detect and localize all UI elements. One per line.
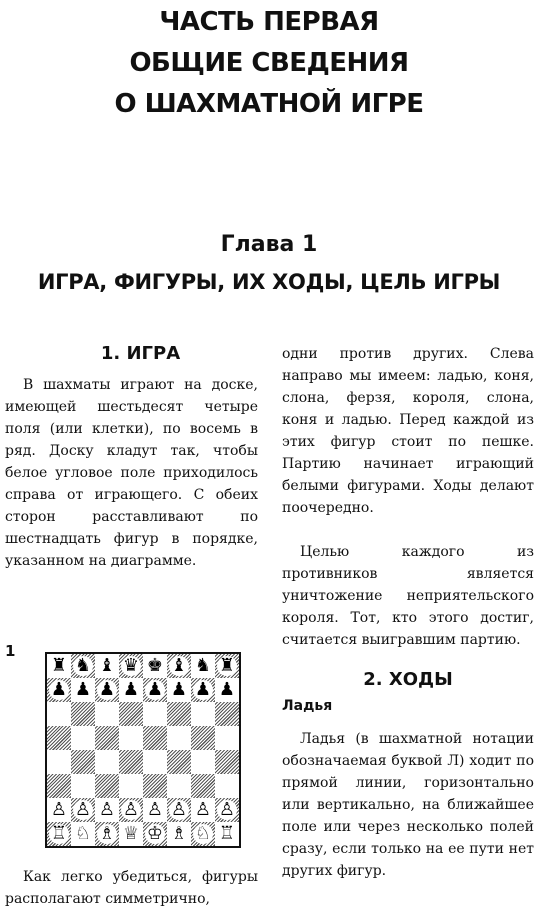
board-square	[71, 822, 95, 846]
board-square	[191, 726, 215, 750]
section-heading-game: 1. ИГРА	[100, 343, 181, 364]
board-square	[71, 702, 95, 726]
board-square	[215, 822, 239, 846]
paragraph: Как легко убедиться, фигуры располагают симметрично,	[5, 869, 258, 907]
paragraph: одни против других. Слева направо мы имеем: ладью, коня, слона, ферзя, короля, слона, коня и ладью. Перед каждой из этих фигур стоит по пешке. Партию начинает играющий белыми фигурами. Ходы делают поочередно.	[282, 346, 534, 516]
board-square	[47, 654, 71, 678]
board-square	[47, 678, 71, 702]
board-square	[215, 726, 239, 750]
board-square	[47, 798, 71, 822]
board-square	[119, 726, 143, 750]
board-square	[119, 702, 143, 726]
chess-piece-icon: ♕	[122, 823, 140, 844]
board-square	[71, 726, 95, 750]
board-square	[143, 654, 167, 678]
chess-piece-icon: ♞	[74, 655, 92, 676]
board-square	[95, 678, 119, 702]
board-square	[215, 654, 239, 678]
board-square	[95, 798, 119, 822]
paragraph: Целью каждого из противников является уничтожение неприятельского короля. Тот, кто этого достиг, считается выигравшим партию.	[282, 544, 534, 648]
chess-piece-icon: ♟	[218, 679, 236, 700]
board-square	[167, 678, 191, 702]
chess-piece-icon: ♝	[170, 655, 188, 676]
board-square	[119, 822, 143, 846]
left-column	[5, 343, 258, 572]
chess-piece-icon: ♟	[146, 679, 164, 700]
chess-piece-icon: ♟	[194, 679, 212, 700]
board-square	[215, 678, 239, 702]
chess-piece-icon: ♖	[218, 823, 236, 844]
part-title-line: О ШАХМАТНОЙ ИГРЕ	[114, 89, 424, 119]
chess-piece-icon: ♜	[218, 655, 236, 676]
chess-piece-icon: ♟	[98, 679, 116, 700]
board-square	[167, 750, 191, 774]
board-square	[215, 702, 239, 726]
board-square	[143, 774, 167, 798]
board-square	[215, 750, 239, 774]
paragraph: Ладья (в шахматной нотации обозначаемая буквой Л) ходит по прямой линии, горизонтально или вертикально, на ближайшее поле или через несколько полей сразу, если только на ее пути нет других фигур.	[282, 731, 534, 879]
board-square	[215, 798, 239, 822]
paragraph: В шахматы играют на доске, имеющей шестьдесят четыре поля (или клетки), по восемь в ряд. Доску кладут так, чтобы белое угловое поле приходилось справа от играющего. С обеих сторон расставливают по шестнадцать фигур в порядке, указанном на диаграмме.	[5, 377, 258, 569]
chess-piece-icon: ♙	[74, 799, 92, 820]
chess-piece-icon: ♟	[170, 679, 188, 700]
board-square	[95, 750, 119, 774]
part-title	[0, 2, 538, 125]
board-square	[191, 702, 215, 726]
board-square	[95, 774, 119, 798]
chess-piece-icon: ♟	[122, 679, 140, 700]
chess-piece-icon: ♙	[170, 799, 188, 820]
board-square	[71, 774, 95, 798]
right-column	[282, 343, 534, 882]
board-square	[191, 822, 215, 846]
board-square	[143, 750, 167, 774]
board-square	[191, 678, 215, 702]
chapter-number: Глава 1	[220, 232, 318, 257]
chess-piece-icon: ♞	[194, 655, 212, 676]
board-square	[119, 654, 143, 678]
chess-piece-icon: ♙	[194, 799, 212, 820]
board-square	[167, 726, 191, 750]
board-square	[119, 750, 143, 774]
board-square	[143, 702, 167, 726]
board-square	[71, 678, 95, 702]
chess-piece-icon: ♙	[122, 799, 140, 820]
chess-piece-icon: ♘	[74, 823, 92, 844]
chess-piece-icon: ♙	[218, 799, 236, 820]
chess-piece-icon: ♖	[50, 823, 68, 844]
board-square	[215, 774, 239, 798]
chess-piece-icon: ♟	[74, 679, 92, 700]
board-square	[47, 750, 71, 774]
part-title-line: ЧАСТЬ ПЕРВАЯ	[159, 7, 379, 37]
section-heading-moves: 2. ХОДЫ	[363, 669, 453, 690]
subheading-rook: Ладья	[282, 698, 333, 714]
chess-piece-icon: ♚	[146, 655, 164, 676]
board-square	[119, 798, 143, 822]
board-square	[191, 774, 215, 798]
board-square	[191, 750, 215, 774]
board-square	[167, 702, 191, 726]
chess-board-diagram	[45, 652, 241, 848]
chess-piece-icon: ♛	[122, 655, 140, 676]
board-square	[119, 774, 143, 798]
chess-piece-icon: ♙	[50, 799, 68, 820]
chess-piece-icon: ♙	[146, 799, 164, 820]
board-square	[95, 726, 119, 750]
board-square	[143, 726, 167, 750]
board-square	[47, 774, 71, 798]
board-square	[95, 702, 119, 726]
chess-piece-icon: ♙	[98, 799, 116, 820]
board-square	[167, 798, 191, 822]
chess-piece-icon: ♟	[50, 679, 68, 700]
board-square	[167, 822, 191, 846]
chess-piece-icon: ♘	[194, 823, 212, 844]
board-square	[167, 654, 191, 678]
board-square	[95, 654, 119, 678]
board-square	[143, 822, 167, 846]
board-square	[71, 750, 95, 774]
chapter-title: ИГРА, ФИГУРЫ, ИХ ХОДЫ, ЦЕЛЬ ИГРЫ	[37, 270, 501, 294]
chess-piece-icon: ♜	[50, 655, 68, 676]
board-square	[47, 702, 71, 726]
board-square	[143, 678, 167, 702]
part-title-line: ОБЩИЕ СВЕДЕНИЯ	[129, 48, 409, 78]
board-square	[143, 798, 167, 822]
board-square	[119, 678, 143, 702]
board-square	[47, 822, 71, 846]
board-square	[47, 726, 71, 750]
board-square	[71, 654, 95, 678]
board-square	[71, 798, 95, 822]
board-square	[191, 654, 215, 678]
board-square	[191, 798, 215, 822]
chess-piece-icon: ♝	[98, 655, 116, 676]
diagram-number: 1	[5, 642, 16, 660]
chess-piece-icon: ♗	[98, 823, 116, 844]
chess-piece-icon: ♔	[146, 823, 164, 844]
board-square	[167, 774, 191, 798]
chess-piece-icon: ♗	[170, 823, 188, 844]
board-square	[95, 822, 119, 846]
